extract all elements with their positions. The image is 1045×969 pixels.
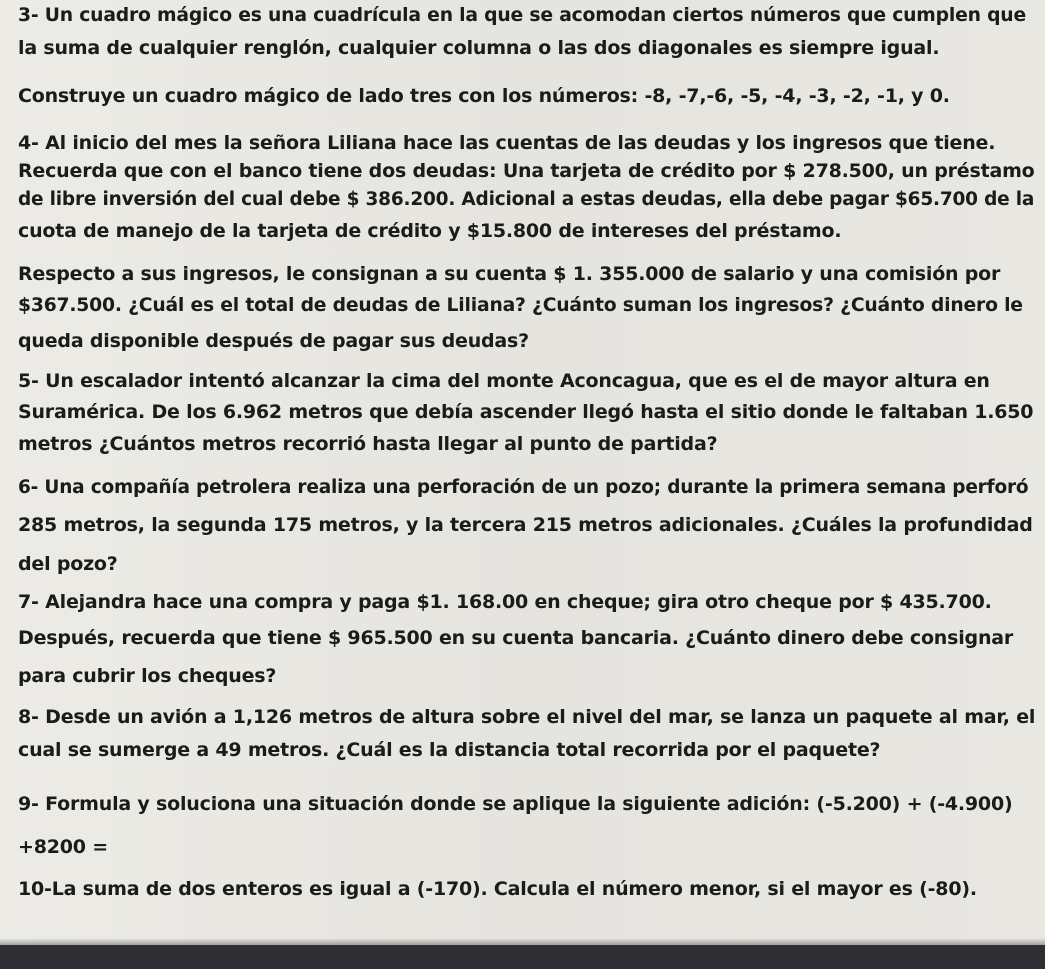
problem-8-line-2: cual se sumerge a 49 metros. ¿Cuál es la distancia total recorrida por el paquete?: [18, 739, 881, 761]
problem-6-line-2: 285 metros, la segunda 175 metros, y la tercera 215 metros adicionales. ¿Cuáles la profundidad: [18, 514, 1033, 536]
problem-6-line-3: del pozo?: [18, 553, 118, 575]
problem-4-line-4: cuota de manejo de la tarjeta de crédito y $15.800 de intereses del préstamo.: [18, 220, 842, 242]
problem-3-line-2: la suma de cualquier renglón, cualquier columna o las dos diagonales es siempre igual.: [18, 37, 940, 59]
problem-4-line-2: Recuerda que con el banco tiene dos deudas: Una tarjeta de crédito por $ 278.500, un préstamo: [18, 160, 1035, 182]
problem-4-line-3: de libre inversión del cual debe $ 386.200. Adicional a estas deudas, ella debe pagar $65.700 de la: [18, 189, 1035, 210]
problem-6-line-1: 6- Una compañía petrolera realiza una perforación de un pozo; durante la primera semana perforó: [18, 477, 1029, 498]
problem-5-line-2: Suramérica. De los 6.962 metros que debía ascender llegó hasta el sitio donde le faltaban 1.650: [18, 401, 1034, 423]
problem-8-line-1: 8- Desde un avión a 1,126 metros de altura sobre el nivel del mar, se lanza un paquete al mar, el: [18, 706, 1036, 728]
problem-9-line-2: +8200 =: [18, 836, 108, 858]
problem-4-line-6: $367.500. ¿Cuál es el total de deudas de Liliana? ¿Cuánto suman los ingresos? ¿Cuánto dinero le: [18, 295, 1023, 316]
problem-9-line-1: 9- Formula y soluciona una situación donde se aplique la siguiente adición: (-5.200) + (-4.900): [18, 793, 1013, 815]
problem-5-line-3: metros ¿Cuántos metros recorrió hasta llegar al punto de partida?: [18, 433, 718, 455]
problem-7-line-1: 7- Alejandra hace una compra y paga $1. 168.00 en cheque; gira otro cheque por $ 435.700.: [18, 591, 992, 613]
problem-4-line-1: 4- Al inicio del mes la señora Liliana hace las cuentas de las deudas y los ingresos que tiene.: [18, 132, 996, 154]
dark-surface-below-page: [0, 945, 1045, 969]
problem-10-line-1: 10-La suma de dos enteros es igual a (-170). Calcula el número menor, si el mayor es (-80).: [18, 878, 977, 900]
problem-3-line-3: Construye un cuadro mágico de lado tres con los números: -8, -7,-6, -5, -4, -3, -2, -1, y 0.: [18, 85, 950, 107]
problem-7-line-2: Después, recuerda que tiene $ 965.500 en su cuenta bancaria. ¿Cuánto dinero debe consignar: [18, 627, 1014, 649]
problem-4-line-5: Respecto a sus ingresos, le consignan a su cuenta $ 1. 355.000 de salario y una comisión por: [18, 263, 1001, 285]
problem-7-line-3: para cubrir los cheques?: [18, 665, 277, 687]
problem-4-line-7: queda disponible después de pagar sus deudas?: [18, 330, 529, 352]
problem-5-line-1: 5- Un escalador intentó alcanzar la cima del monte Aconcagua, que es el de mayor altura en: [18, 370, 990, 392]
problem-3-line-1: 3- Un cuadro mágico es una cuadrícula en la que se acomodan ciertos números que cumplen que: [18, 5, 1026, 26]
